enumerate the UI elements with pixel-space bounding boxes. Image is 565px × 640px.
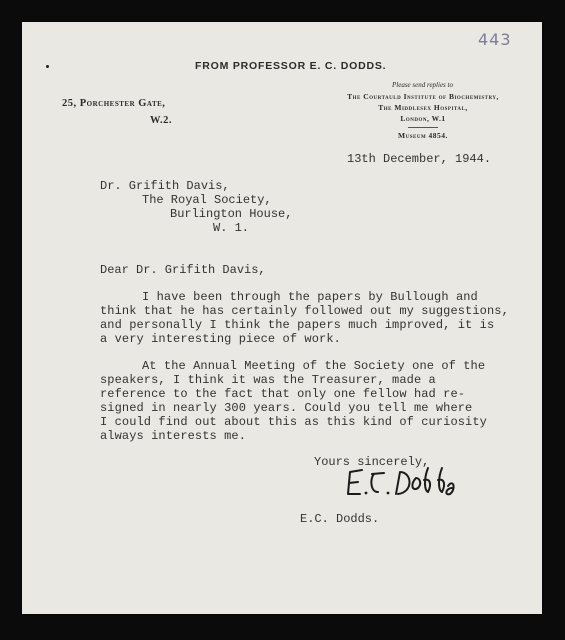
paragraph1-line: I have been through the papers by Bullough and [142, 290, 478, 304]
closing: Yours sincerely, [314, 455, 430, 469]
paragraph2-line: reference to the fact that only one fellow had re- [100, 387, 466, 401]
paragraph2-line: speakers, I think it was the Treasurer, made a [100, 373, 436, 387]
letter-date: 13th December, 1944. [347, 152, 492, 166]
sender-address-line-2: W.2. [150, 115, 173, 126]
recipient-line-1: Dr. Grifith Davis, [100, 179, 230, 193]
paragraph1-line: and personally I think the papers much improved, it is [100, 318, 495, 332]
paragraph2-line: I could find out about this as this kind of curiosity [100, 415, 487, 429]
institute-line-2: The Middlesex Hospital, [378, 103, 468, 112]
letterhead-rule [408, 127, 438, 128]
signature-icon [344, 464, 464, 500]
paragraph2-line: signed in nearly 300 years. Could you tell me where [100, 401, 473, 415]
letter-sheet [22, 22, 542, 614]
handwritten-signature [344, 464, 464, 506]
institute-line-1: The Courtauld Institute of Biochemistry, [347, 92, 499, 101]
reply-note: Please send replies to [392, 81, 453, 89]
sender-address-line-1: 25, Porchester Gate, [62, 98, 166, 109]
recipient-line-3: Burlington House, [170, 207, 293, 221]
recipient-line-4: W. 1. [213, 221, 250, 235]
paragraph1-line: a very interesting piece of work. [100, 332, 341, 346]
paragraph1-line: think that he has certainly followed out my suggestions, [100, 304, 509, 318]
paragraph2-line: At the Annual Meeting of the Society one of the [142, 359, 486, 373]
institute-line-4: Museum 4854. [398, 131, 448, 140]
typed-name: E.C. Dodds. [300, 512, 380, 526]
punch-mark [46, 65, 49, 68]
paragraph2-line: always interests me. [100, 429, 247, 443]
letterhead-from: FROM PROFESSOR E. C. DODDS. [195, 60, 387, 72]
page-number: 443 [478, 30, 512, 49]
salutation: Dear Dr. Grifith Davis, [100, 263, 266, 277]
recipient-line-2: The Royal Society, [142, 193, 272, 207]
institute-line-3: London, W.1 [400, 114, 446, 123]
